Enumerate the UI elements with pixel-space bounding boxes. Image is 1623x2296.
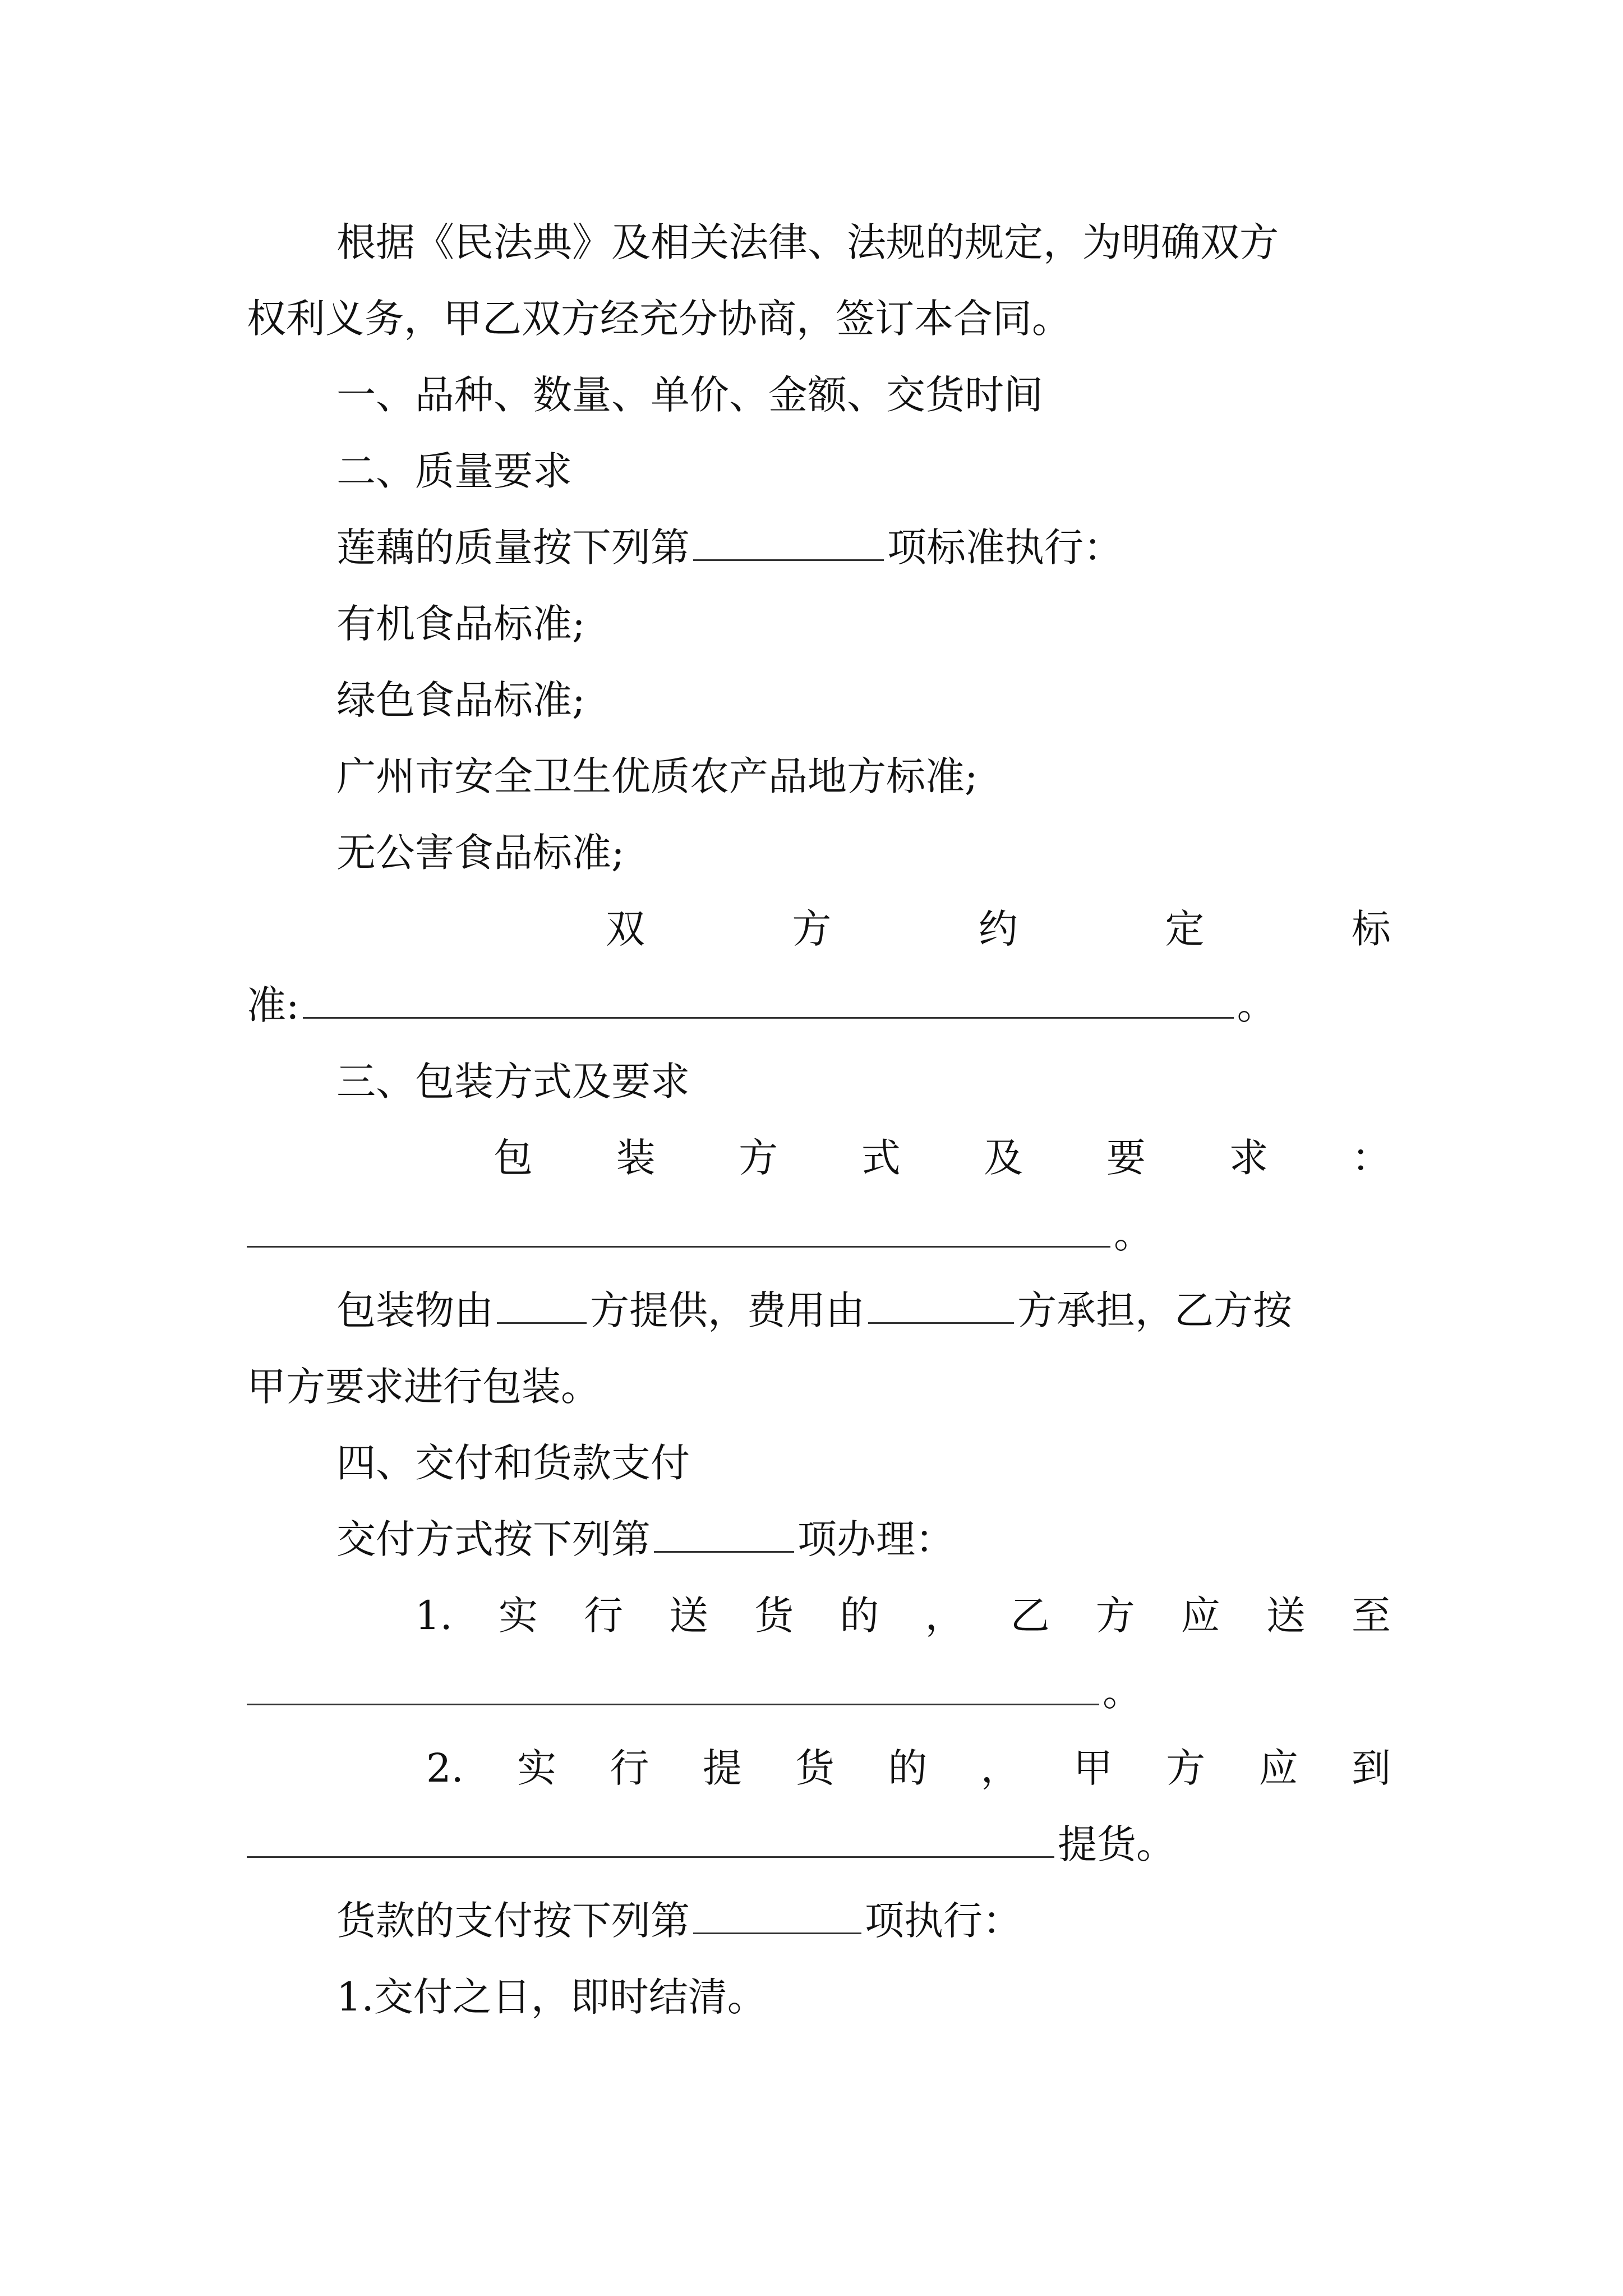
payment-item-blank[interactable] xyxy=(693,1893,861,1934)
standard-pollution-free: 无公害食品标准; xyxy=(336,830,625,876)
standard-guangzhou: 广州市安全卫生优质农产品地方标准; xyxy=(336,753,978,799)
agreed-std-char: 双 xyxy=(606,906,645,952)
delivery-option2-line2 xyxy=(247,1811,1391,1878)
delivery-option1-line1 xyxy=(415,1582,1391,1649)
packing-provider-b: 方提供，费用由 xyxy=(590,1287,865,1333)
delivery-opt2-char: 方 xyxy=(1166,1745,1206,1791)
packing-requirement-line2 xyxy=(247,1200,1391,1268)
agreed-std-suffix: 。 xyxy=(1237,982,1276,1028)
delivery-opt2-char: 行 xyxy=(610,1745,649,1791)
delivery-opt1-char: 行 xyxy=(584,1593,624,1639)
agreed-std-char: 标 xyxy=(1352,906,1391,952)
delivery-opt1-char: 方 xyxy=(1095,1593,1135,1639)
packing-char: 要 xyxy=(1106,1135,1146,1181)
delivery-opt2-char: 到 xyxy=(1351,1745,1391,1791)
agreed-std-char: 定 xyxy=(1165,906,1205,952)
quality-prefix: 莲藕的质量按下列第 xyxy=(336,524,690,570)
agreed-standard-blank[interactable] xyxy=(303,978,1234,1019)
packing-provider-c: 方承担，乙方按 xyxy=(1017,1287,1292,1333)
delivery-opt2-char: ， xyxy=(980,1745,1020,1791)
packing-char: 求 xyxy=(1229,1135,1269,1181)
delivery-opt1-suffix: 。 xyxy=(1103,1669,1142,1715)
delivery-opt1-char: 送 xyxy=(669,1593,709,1639)
agreed-std-char: 方 xyxy=(792,906,832,952)
payment-prefix: 货款的支付按下列第 xyxy=(336,1898,690,1944)
packing-provider-blank[interactable] xyxy=(497,1283,587,1324)
delivery-address-blank[interactable] xyxy=(247,1664,1099,1705)
delivery-opt2-suffix: 提货。 xyxy=(1058,1821,1175,1867)
payment-suffix: 项执行： xyxy=(865,1898,1022,1944)
packing-char: 方 xyxy=(739,1135,778,1181)
quality-standard-clause xyxy=(336,514,1391,581)
delivery-opt2-char: 货 xyxy=(795,1745,835,1791)
payment-option1: 1.交付之日，即时结清。 xyxy=(336,1974,767,2020)
packing-char: 及 xyxy=(984,1135,1023,1181)
section-title-quality: 二、质量要求 xyxy=(336,448,572,494)
quality-item-blank[interactable] xyxy=(693,520,884,561)
delivery-opt1-char: 的 xyxy=(840,1593,879,1639)
standard-green: 绿色食品标准; xyxy=(336,677,585,723)
packing-char: 包 xyxy=(494,1135,533,1181)
delivery-opt2-char: 2. xyxy=(426,1745,464,1791)
quality-suffix: 项标准执行： xyxy=(887,524,1123,570)
delivery-opt2-char: 实 xyxy=(517,1745,557,1791)
packing-char: 式 xyxy=(861,1135,901,1181)
delivery-opt2-char: 提 xyxy=(702,1745,742,1791)
delivery-opt1-char: 至 xyxy=(1352,1593,1391,1639)
agreed-std-prefix: 准: xyxy=(247,982,299,1028)
intro-paragraph-line1: 根据《民法典》及相关法律、法规的规定，为明确双方 xyxy=(336,219,1279,265)
packing-provider-clause xyxy=(336,1277,1391,1344)
packing-provider-line2: 甲方要求进行包装。 xyxy=(247,1364,600,1410)
agreed-standard-line1 xyxy=(606,895,1391,963)
section-title-delivery: 四、交付和货款支付 xyxy=(336,1440,690,1486)
section-title-packing: 三、包装方式及要求 xyxy=(336,1059,690,1105)
delivery-opt1-char: 乙 xyxy=(1010,1593,1050,1639)
pickup-location-blank[interactable] xyxy=(247,1817,1054,1858)
delivery-option2-line1 xyxy=(426,1734,1391,1802)
delivery-suffix: 项办理： xyxy=(797,1516,955,1562)
delivery-opt2-char: 甲 xyxy=(1073,1745,1113,1791)
payment-method-clause xyxy=(336,1887,1391,1954)
delivery-opt1-char: 货 xyxy=(754,1593,794,1639)
delivery-opt1-char: 送 xyxy=(1266,1593,1306,1639)
agreed-std-char: 约 xyxy=(979,906,1018,952)
section-title-varieties: 一、品种、数量、单价、金额、交货时间 xyxy=(336,372,1043,418)
delivery-option1-line2 xyxy=(247,1658,1391,1726)
delivery-opt1-char: ， xyxy=(925,1593,965,1639)
delivery-item-blank[interactable] xyxy=(654,1512,794,1553)
agreed-standard-line2 xyxy=(247,972,1391,1039)
packing-cost-blank[interactable] xyxy=(868,1283,1014,1324)
intro-paragraph-line2: 权利义务，甲乙双方经充分协商，签订本合同。 xyxy=(247,296,1071,342)
delivery-opt1-char: 实 xyxy=(498,1593,538,1639)
packing-requirement-blank[interactable] xyxy=(247,1207,1110,1248)
delivery-opt2-char: 的 xyxy=(888,1745,928,1791)
delivery-prefix: 交付方式按下列第 xyxy=(336,1516,651,1562)
delivery-method-clause xyxy=(336,1506,1391,1573)
packing-char: ： xyxy=(1351,1135,1391,1181)
packing-provider-a: 包装物由 xyxy=(336,1287,494,1333)
delivery-opt1-char: 应 xyxy=(1181,1593,1220,1639)
delivery-opt1-char: 1. xyxy=(415,1593,453,1639)
packing-char: 装 xyxy=(616,1135,656,1181)
packing-requirement-line1 xyxy=(494,1124,1391,1191)
packing-line2-suffix: 。 xyxy=(1114,1211,1153,1257)
standard-organic: 有机食品标准; xyxy=(336,601,585,647)
delivery-opt2-char: 应 xyxy=(1258,1745,1298,1791)
